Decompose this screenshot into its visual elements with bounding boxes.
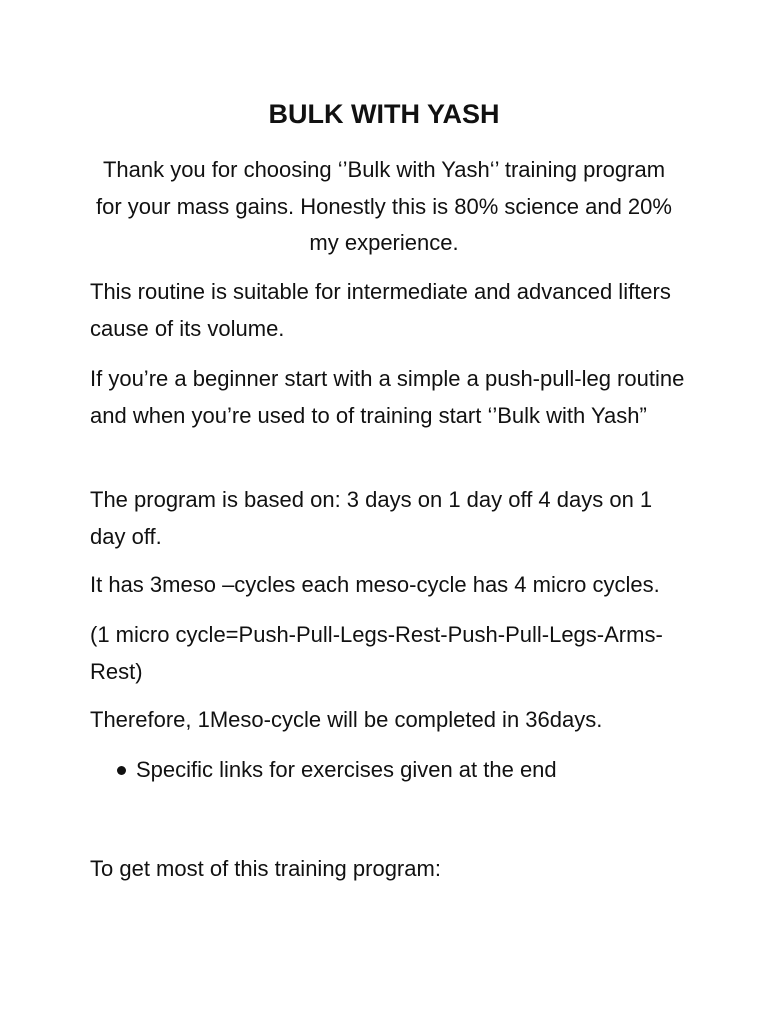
intro-paragraph: Thank you for choosing ‘’Bulk with Yash‘’ training program for your mass gains. Honestly this is 80% science and 20% my experience.	[96, 157, 672, 255]
paragraph-suitability: This routine is suitable for intermediate and advanced lifters cause of its volume.	[90, 279, 671, 341]
bullet-list	[90, 752, 690, 789]
bullet-icon	[117, 766, 126, 775]
closing-paragraph: To get most of this training program:	[90, 856, 441, 881]
document-title: BULK WITH YASH	[268, 99, 500, 129]
list-item	[90, 752, 690, 789]
list-item-text: Specific links for exercises given at the end	[136, 757, 557, 782]
paragraph-micro-cycle-definition: (1 micro cycle=Push-Pull-Legs-Rest-Push-Pull-Legs-Arms-Rest)	[90, 622, 663, 684]
paragraph-schedule: The program is based on: 3 days on 1 day off 4 days on 1 day off.	[90, 487, 653, 549]
paragraph-meso-cycles: It has 3meso –cycles each meso-cycle has 4 micro cycles.	[90, 572, 660, 597]
paragraph-completion-time: Therefore, 1Meso-cycle will be completed in 36days.	[90, 707, 603, 732]
paragraph-beginner-advice: If you’re a beginner start with a simple a push-pull-leg routine and when you’re used to of training start ‘’Bulk with Yash”	[90, 366, 685, 428]
